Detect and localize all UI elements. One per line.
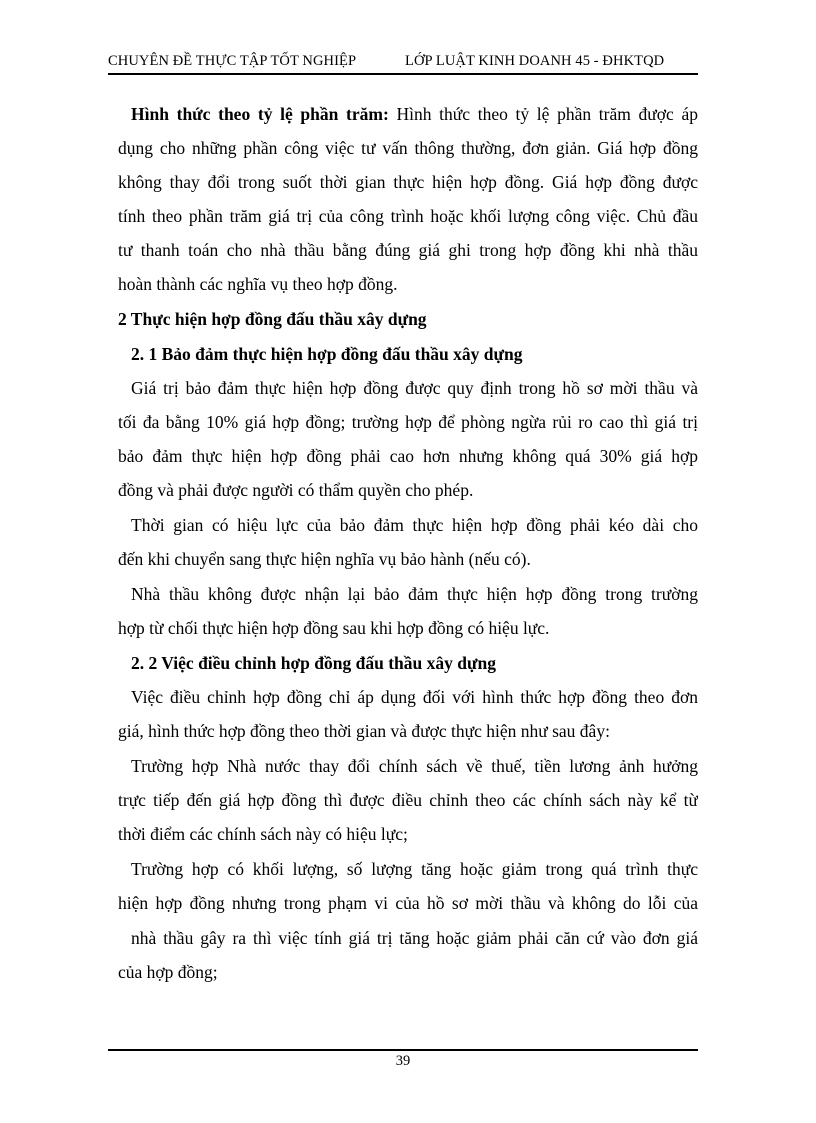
paragraph-line: đến khi chuyển sang thực hiện nghĩa vụ bảo hành (nếu có). [118, 549, 531, 569]
paragraph-line: bảo đảm thực hiện hợp đồng phải cao hơn nhưng không quá 30% giá hợp [118, 446, 698, 466]
paragraph-line: thời điểm các chính sách này có hiệu lực; [118, 824, 408, 844]
paragraph-line: của hợp đồng; [118, 962, 218, 982]
paragraph-line: Trường hợp có khối lượng, số lượng tăng hoặc giảm trong quá trình thực [131, 859, 698, 879]
paragraph-line: hiện hợp đồng nhưng trong phạm vi của hồ sơ mời thầu và không do lỗi của [118, 893, 698, 913]
paragraph-line: hoàn thành các nghĩa vụ theo hợp đồng. [118, 274, 398, 294]
paragraph-line: Nhà thầu không được nhận lại bảo đảm thực hiện hợp đồng trong trường [131, 584, 698, 604]
paragraph-line: đồng và phải được người có thẩm quyền cho phép. [118, 480, 474, 500]
paragraph-lead-bold: Hình thức theo tỷ lệ phần trăm: [131, 104, 389, 124]
paragraph-line: nhà thầu gây ra thì việc tính giá trị tăng hoặc giảm phải căn cứ vào đơn giá [131, 928, 698, 948]
header-rule [108, 73, 698, 75]
paragraph-line: dụng cho những phần công việc tư vấn thông thường, đơn giản. Giá hợp đồng [118, 138, 698, 158]
paragraph-line: không thay đổi trong suốt thời gian thực hiện hợp đồng. Giá hợp đồng được [118, 172, 698, 192]
paragraph-line: Trường hợp Nhà nước thay đổi chính sách về thuế, tiền lương ảnh hưởng [131, 756, 698, 776]
paragraph-line: Giá trị bảo đảm thực hiện hợp đồng được quy định trong hồ sơ mời thầu và [131, 378, 698, 398]
paragraph-line: tính theo phần trăm giá trị của công trình hoặc khối lượng công việc. Chủ đầu [118, 206, 698, 226]
header-class-name: LỚP LUẬT KINH DOANH 45 - ĐHKTQD [405, 53, 665, 69]
paragraph-line: tư thanh toán cho nhà thầu bằng đúng giá ghi trong hợp đồng khi nhà thầu [118, 240, 698, 260]
paragraph-line: hợp từ chối thực hiện hợp đồng sau khi hợp đồng có hiệu lực. [118, 618, 550, 638]
running-header [108, 53, 698, 73]
footer-rule [108, 1049, 698, 1051]
header-course-title: CHUYÊN ĐỀ THỰC TẬP TỐT NGHIỆP [108, 53, 357, 69]
subsection-heading: 2. 1 Bảo đảm thực hiện hợp đồng đấu thầu xây dựng [131, 344, 523, 364]
paragraph-line: tối đa bằng 10% giá hợp đồng; trường hợp để phòng ngừa rủi ro cao thì giá trị [118, 412, 698, 432]
subsection-heading: 2. 2 Việc điều chỉnh hợp đồng đấu thầu xây dựng [131, 653, 496, 673]
paragraph-line: Hình thức theo tỷ lệ phần trăm: Hình thức theo tỷ lệ phần trăm được áp [131, 104, 698, 124]
paragraph-line: trực tiếp đến giá hợp đồng thì được điều chỉnh theo các chính sách này kể từ [118, 790, 698, 810]
paragraph-line: Việc điều chỉnh hợp đồng chỉ áp dụng đối với hình thức hợp đồng theo đơn [131, 687, 698, 707]
paragraph-line: giá, hình thức hợp đồng theo thời gian và được thực hiện như sau đây: [118, 721, 610, 741]
paragraph-line: Thời gian có hiệu lực của bảo đảm thực hiện hợp đồng phải kéo dài cho [131, 515, 698, 535]
page-number: 39 [395, 1053, 411, 1069]
section-heading: 2 Thực hiện hợp đồng đấu thầu xây dựng [118, 309, 427, 329]
